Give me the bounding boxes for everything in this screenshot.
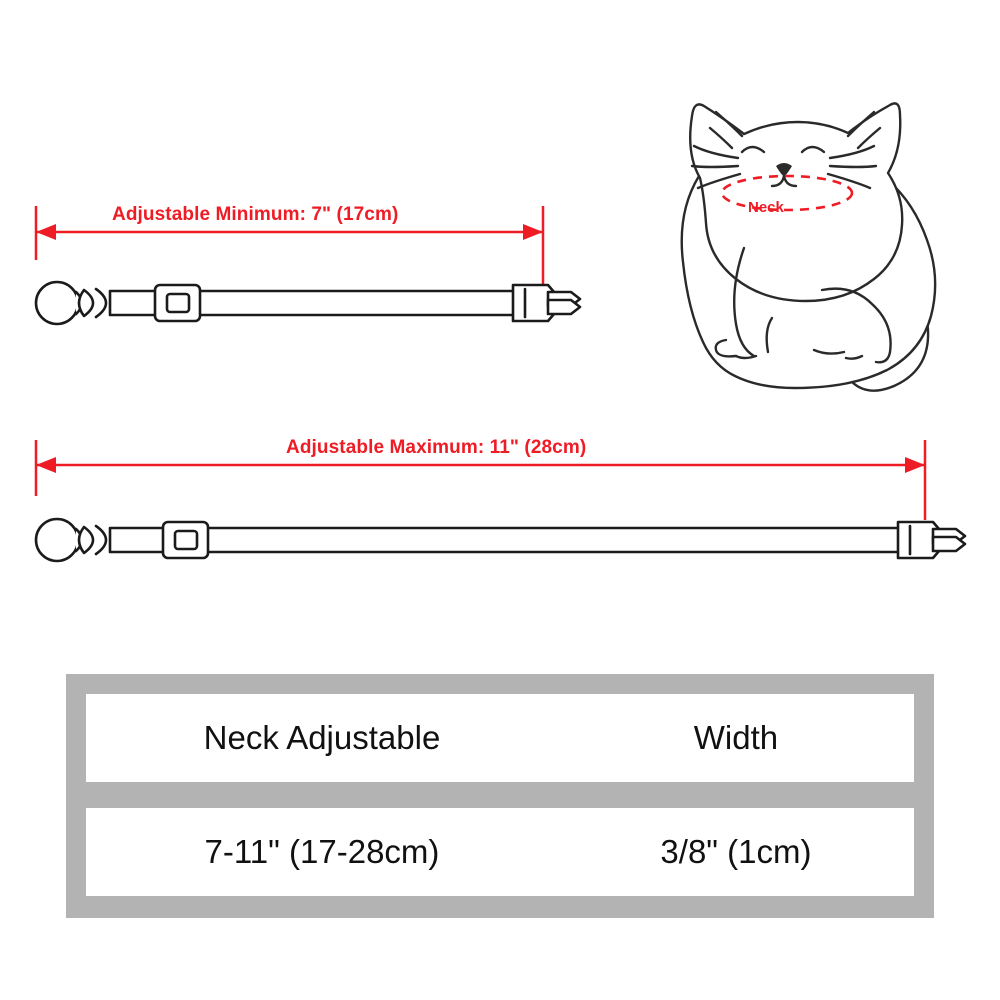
spec-header-neck-adjustable: Neck Adjustable (203, 719, 441, 756)
max-arrow-head-left (36, 457, 56, 473)
spec-value-neck-adjustable: 7-11" (17-28cm) (204, 833, 440, 870)
collar-minimum (36, 282, 580, 324)
neck-label: Neck (748, 199, 784, 216)
min-arrow-head-right (523, 224, 543, 240)
spec-value-width: 3/8" (1cm) (660, 833, 812, 870)
spec-table (66, 674, 934, 918)
min-arrow-head-left (36, 224, 56, 240)
max-arrow-head-right (905, 457, 925, 473)
max-dimension-label: Adjustable Maximum: 11" (28cm) (286, 437, 587, 458)
spec-table-row (86, 808, 914, 896)
min-dimension-label: Adjustable Minimum: 7" (17cm) (112, 204, 399, 225)
spec-header-width: Width (693, 719, 779, 756)
collar-maximum (36, 519, 965, 561)
spec-table-header-row (86, 694, 914, 782)
cat-illustration (682, 103, 935, 390)
